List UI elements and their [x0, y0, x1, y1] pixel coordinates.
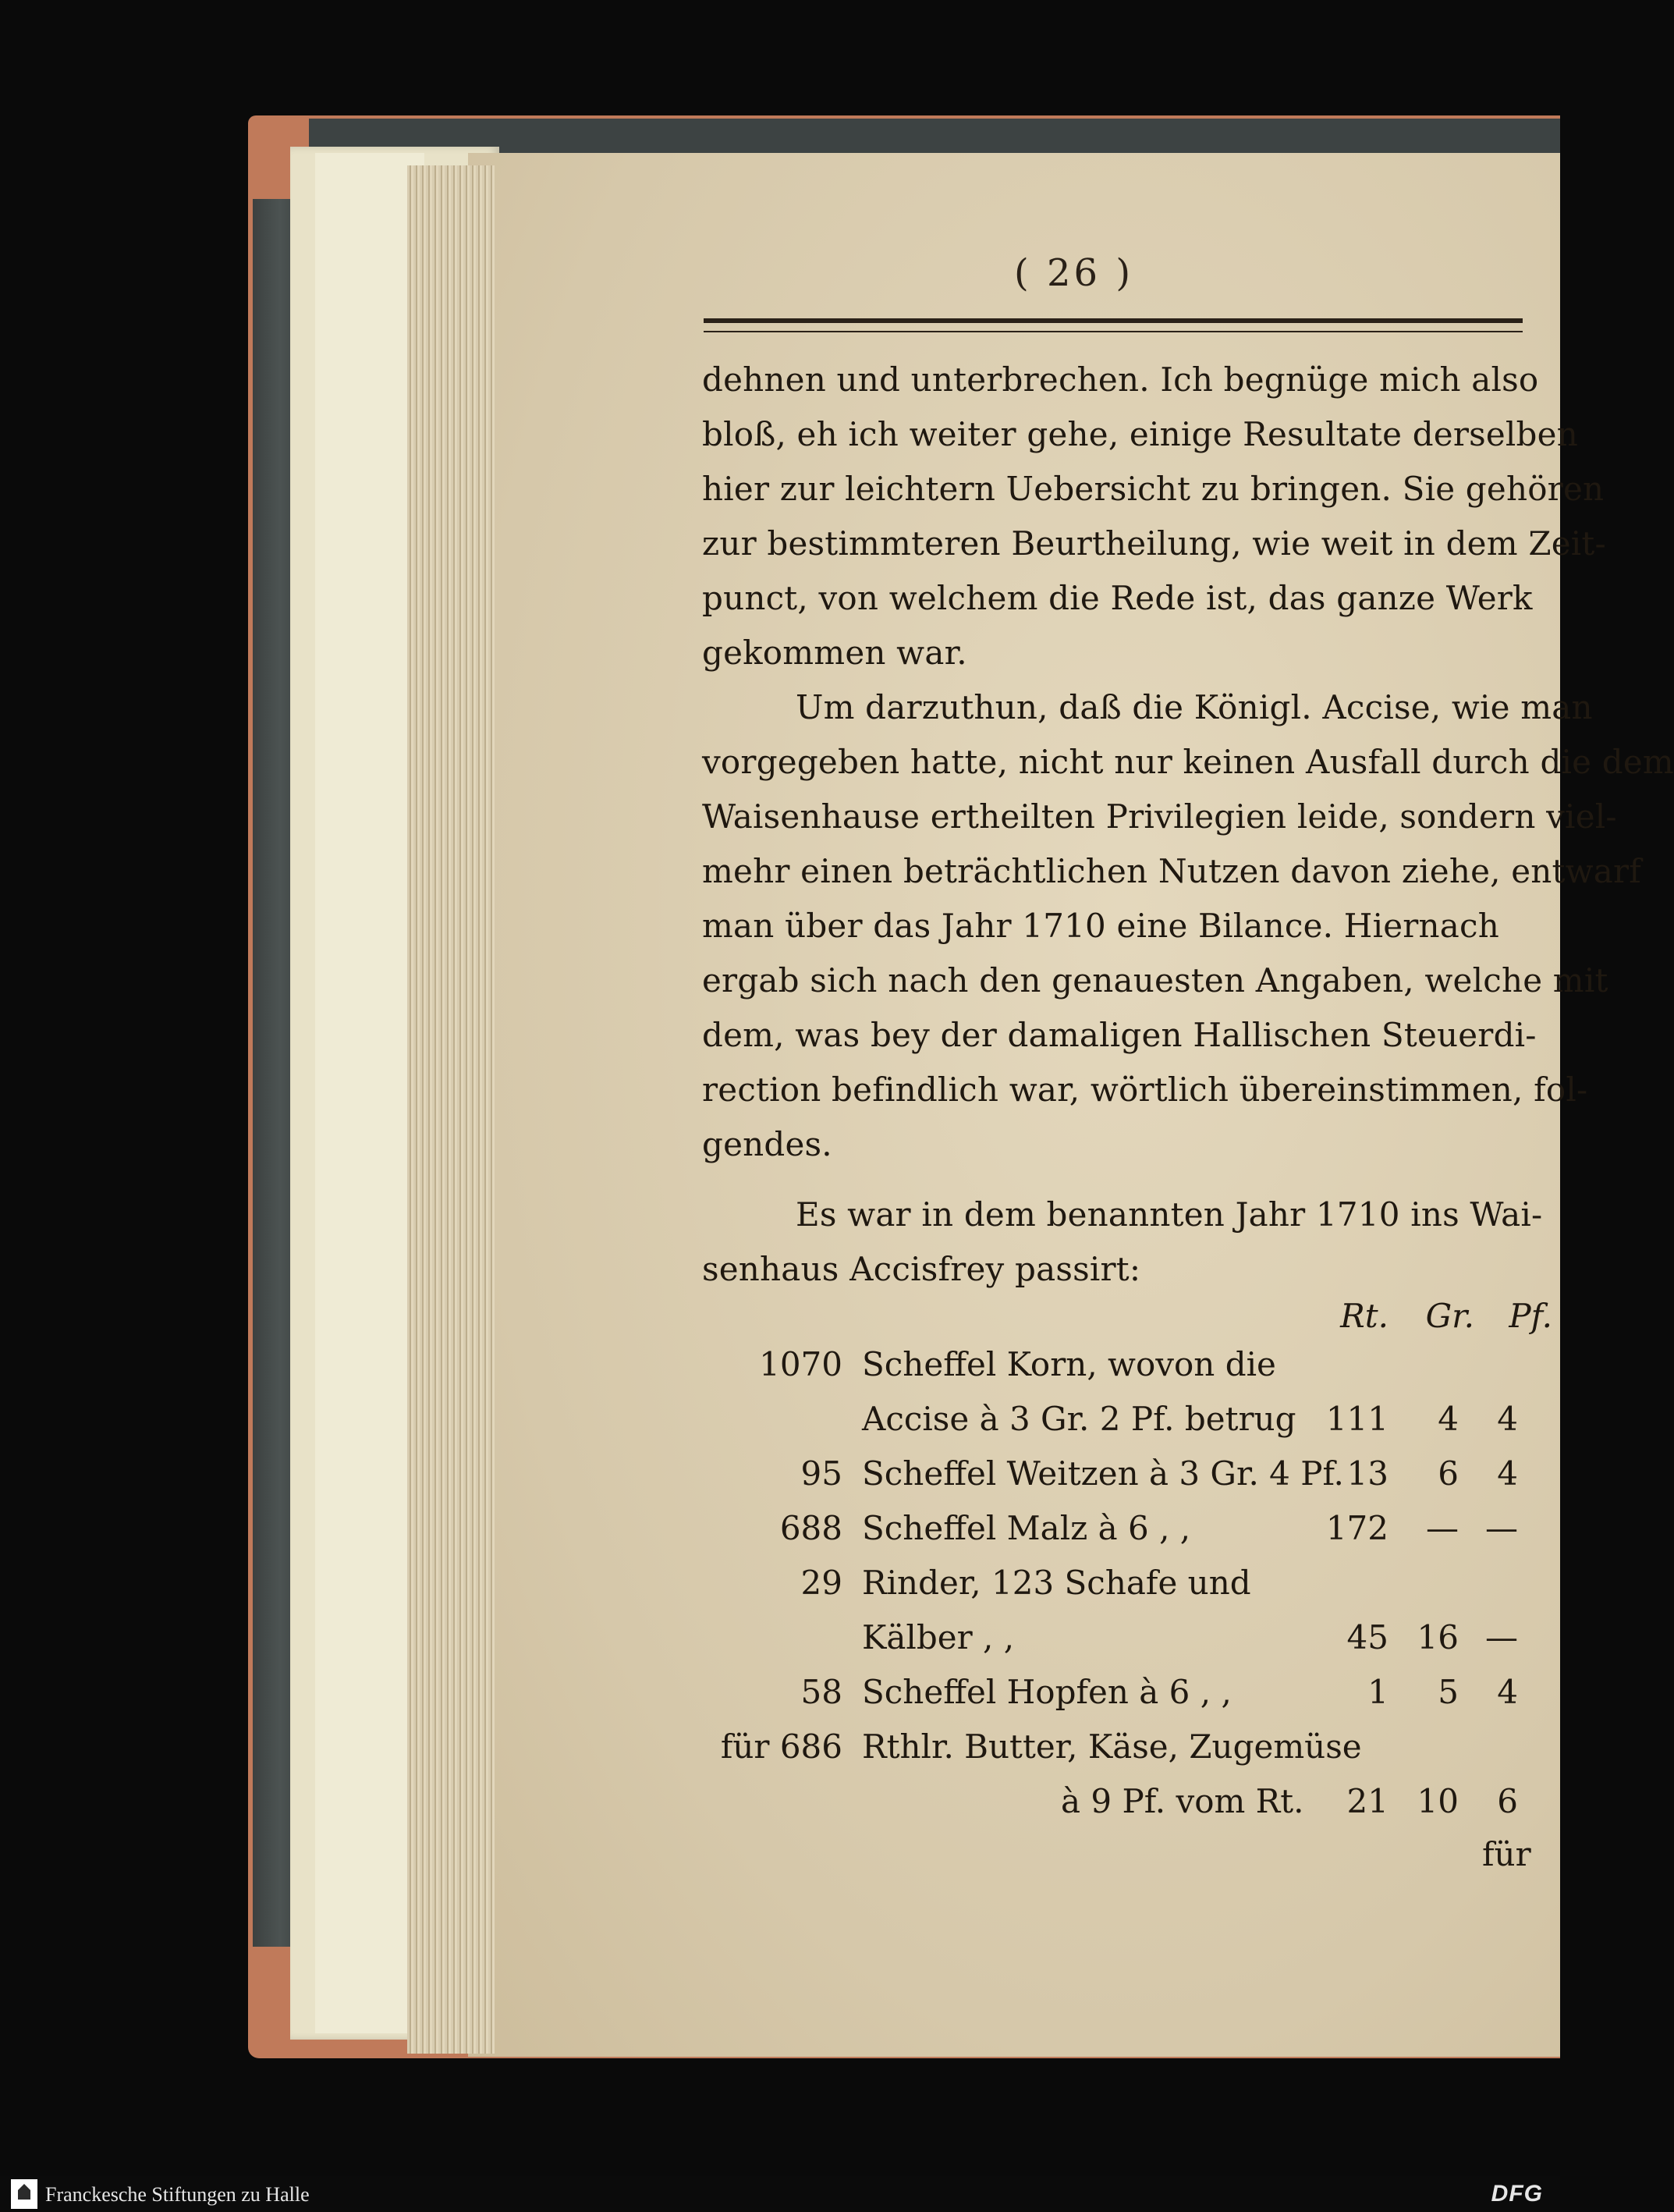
row-rt: 111	[1325, 1400, 1388, 1438]
page-number: ( 26 )	[1014, 251, 1134, 295]
header-pf: Pf.	[1509, 1297, 1552, 1335]
row-pf: 4	[1497, 1400, 1518, 1438]
row-rt: 21	[1346, 1782, 1388, 1820]
footer-bar	[0, 2176, 1560, 2212]
dfg-logo: DFG	[1491, 2181, 1543, 2207]
text-line: vorgegeben hatte, nicht nur keinen Ausfall durch die dem	[702, 743, 1674, 781]
text-line: ergab sich nach den genauesten Angaben, welche mit	[702, 961, 1608, 999]
row-desc: Scheffel Malz à 6 , ,	[862, 1509, 1191, 1547]
row-qty: für 686	[720, 1727, 842, 1766]
row-qty: 1070	[759, 1345, 842, 1383]
page-edges	[407, 165, 495, 2054]
row-pf: 4	[1497, 1454, 1518, 1493]
row-pf: —	[1485, 1618, 1518, 1656]
text-line: senhaus Accisfrey passirt:	[702, 1250, 1141, 1288]
row-rt: 45	[1346, 1618, 1388, 1656]
row-gr: 4	[1438, 1400, 1459, 1438]
row-desc: Rthlr. Butter, Käse, Zugemüse	[862, 1727, 1362, 1766]
row-qty: 95	[800, 1454, 842, 1493]
institution-name: Franckesche Stiftungen zu Halle	[45, 2183, 310, 2206]
row-pf: —	[1485, 1509, 1518, 1547]
text-line: dehnen und unterbrechen. Ich begnüge mich also	[702, 360, 1539, 399]
row-rt: 172	[1325, 1509, 1388, 1547]
header-rt: Rt.	[1340, 1297, 1388, 1335]
catchword: für	[1482, 1835, 1531, 1873]
row-gr: 16	[1417, 1618, 1459, 1656]
text-line: zur bestimmteren Beurtheilung, wie weit in dem Zeit-	[702, 524, 1606, 563]
text-line: gendes.	[702, 1125, 832, 1163]
row-pf: 6	[1497, 1782, 1518, 1820]
row-desc: Scheffel Korn, wovon die	[862, 1345, 1276, 1383]
row-pf: 4	[1497, 1673, 1518, 1711]
text-line: hier zur leichtern Uebersicht zu bringen. Sie gehören	[702, 470, 1605, 508]
row-rt: 1	[1367, 1673, 1388, 1711]
row-qty: 688	[779, 1509, 842, 1547]
text-line: gekommen war.	[702, 634, 967, 672]
header-rule-thin	[704, 331, 1523, 332]
row-desc: à 9 Pf. vom Rt.	[1061, 1782, 1304, 1820]
row-desc: Kälber , ,	[862, 1618, 1015, 1656]
row-desc: Scheffel Weitzen à 3 Gr. 4 Pf.	[862, 1454, 1344, 1493]
header-rule	[704, 318, 1523, 323]
text-line: man über das Jahr 1710 eine Bilance. Hiernach	[702, 907, 1500, 945]
text-line: mehr einen beträchtlichen Nutzen davon ziehe, entwarf	[702, 852, 1642, 890]
row-desc: Scheffel Hopfen à 6 , ,	[862, 1673, 1232, 1711]
row-qty: 58	[800, 1673, 842, 1711]
row-qty: 29	[800, 1564, 842, 1602]
text-line: punct, von welchem die Rede ist, das ganze Werk	[702, 579, 1533, 617]
text-line: bloß, eh ich weiter gehe, einige Resultate derselben	[702, 415, 1578, 453]
institution-logo-icon	[11, 2179, 37, 2209]
row-gr: 6	[1438, 1454, 1459, 1493]
row-gr: 5	[1438, 1673, 1459, 1711]
text-line: Um darzuthun, daß die Königl. Accise, wie man	[796, 688, 1593, 726]
row-desc: Accise à 3 Gr. 2 Pf. betrug	[862, 1400, 1296, 1438]
text-line: Es war in dem benannten Jahr 1710 ins Wai-	[796, 1195, 1543, 1234]
header-gr: Gr.	[1425, 1297, 1474, 1335]
row-rt: 13	[1346, 1454, 1388, 1493]
row-desc: Rinder, 123 Schafe und	[862, 1564, 1251, 1602]
row-gr: —	[1426, 1509, 1459, 1547]
row-gr: 10	[1417, 1782, 1459, 1820]
text-line: dem, was bey der damaligen Hallischen Steuerdi-	[702, 1016, 1537, 1054]
text-line: rection befindlich war, wörtlich übereinstimmen, fol-	[702, 1070, 1588, 1109]
text-line: Waisenhause ertheilten Privilegien leide, sondern viel-	[702, 797, 1617, 836]
